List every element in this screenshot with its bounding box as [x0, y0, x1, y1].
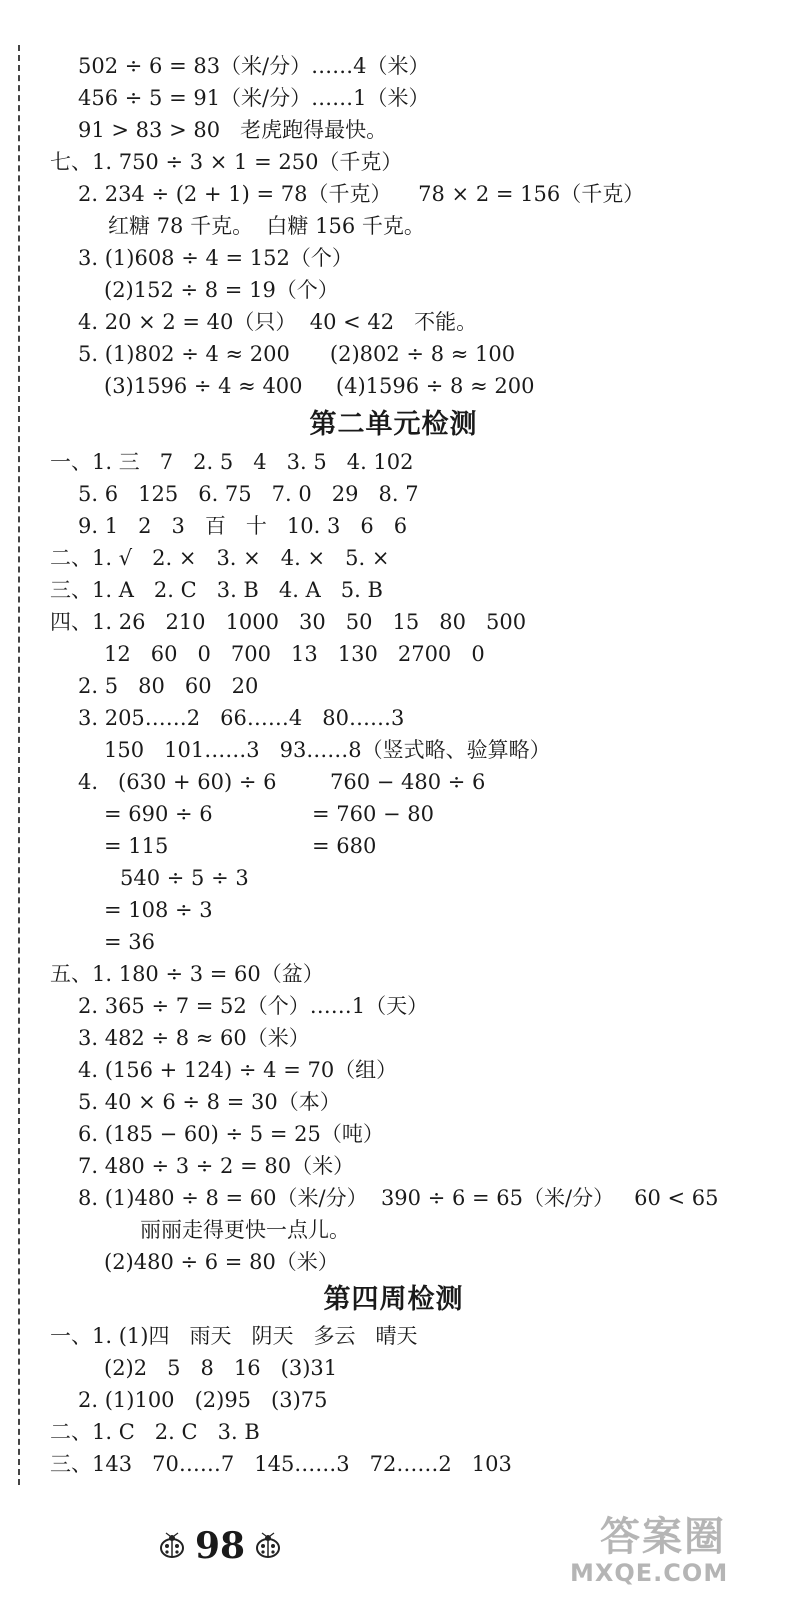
answer-line: 三、1. A 2. C 3. B 4. A 5. B — [50, 578, 383, 602]
watermark-site: MXQE.COM — [570, 1559, 729, 1587]
answer-line: (3)1596 ÷ 4 ≈ 400 (4)1596 ÷ 8 ≈ 200 — [104, 374, 535, 398]
answer-line: 5. 40 × 6 ÷ 8 = 30（本） — [78, 1090, 341, 1114]
answer-line: (2)2 5 8 16 (3)31 — [104, 1356, 338, 1380]
page-number: 98 — [194, 1525, 246, 1567]
answer-line: 四、1. 26 210 1000 30 50 15 80 500 — [50, 610, 527, 634]
answer-line: 一、1. (1)四 雨天 阴天 多云 晴天 — [50, 1324, 418, 1348]
answer-line: 五、1. 180 ÷ 3 = 60（盆） — [50, 962, 324, 986]
watermark — [540, 1505, 780, 1595]
answer-line: = 680 — [312, 834, 377, 858]
ladybug-icon — [157, 1532, 187, 1560]
answer-line: 540 ÷ 5 ÷ 3 — [120, 866, 249, 890]
answer-line: 3. (1)608 ÷ 4 = 152（个） — [78, 246, 353, 270]
binding-margin-line — [18, 45, 20, 1485]
ladybug-icon — [253, 1532, 283, 1560]
answer-line: = 690 ÷ 6 — [104, 802, 213, 826]
answer-line: 7. 480 ÷ 3 ÷ 2 = 80（米） — [78, 1154, 355, 1178]
answer-line: 二、1. √ 2. × 3. × 4. × 5. × — [50, 546, 390, 570]
answer-line: 3. 482 ÷ 8 ≈ 60（米） — [78, 1026, 310, 1050]
section-heading: 第四周检测 — [323, 1284, 464, 1315]
answer-line: (2)480 ÷ 6 = 80（米） — [104, 1250, 339, 1274]
answer-line: = 760 − 80 — [312, 802, 435, 826]
answer-line: 4. (156 + 124) ÷ 4 = 70（组） — [78, 1058, 398, 1082]
answer-line: 150 101……3 93……8（竖式略、验算略） — [104, 738, 551, 762]
answer-line: = 115 — [104, 834, 169, 858]
answer-line: 3. 205……2 66……4 80……3 — [78, 706, 405, 730]
answer-line: 一、1. 三 7 2. 5 4 3. 5 4. 102 — [50, 450, 414, 474]
answer-line: (2)152 ÷ 8 = 19（个） — [104, 278, 339, 302]
answer-line: 2. 5 80 60 20 — [78, 674, 259, 698]
answer-line: 9. 1 2 3 百 十 10. 3 6 6 — [78, 514, 408, 538]
answer-line: 红糖 78 千克。 白糖 156 千克。 — [108, 214, 425, 238]
answer-line: = 36 — [104, 930, 155, 954]
answer-line: 4. 20 × 2 = 40（只） 40 < 42 不能。 — [78, 310, 478, 334]
answer-line: 2. (1)100 (2)95 (3)75 — [78, 1388, 328, 1412]
answer-line: 91 > 83 > 80 老虎跑得最快。 — [78, 118, 388, 142]
answer-line: 七、1. 750 ÷ 3 × 1 = 250（千克） — [50, 150, 403, 174]
section-heading: 第二单元检测 — [309, 409, 478, 440]
answer-line: 2. 234 ÷ (2 + 1) = 78（千克） 78 × 2 = 156（千克） — [78, 182, 645, 206]
watermark-logo: 答案圈 — [600, 1514, 726, 1560]
answer-line: 12 60 0 700 13 130 2700 0 — [104, 642, 485, 666]
answer-line: 5. (1)802 ÷ 4 ≈ 200 (2)802 ÷ 8 ≈ 100 — [78, 342, 516, 366]
page-footer — [140, 1520, 300, 1572]
answer-line: 丽丽走得更快一点儿。 — [140, 1218, 350, 1242]
answer-line: 4. (630 + 60) ÷ 6 — [78, 770, 277, 794]
answer-line: 760 − 480 ÷ 6 — [330, 770, 486, 794]
answer-line: 三、143 70……7 145……3 72……2 103 — [50, 1452, 512, 1476]
answer-line: = 108 ÷ 3 — [104, 898, 213, 922]
answer-line: 6. (185 − 60) ÷ 5 = 25（吨） — [78, 1122, 384, 1146]
answer-line: 456 ÷ 5 = 91（米/分）……1（米） — [78, 86, 430, 110]
answer-line: 8. (1)480 ÷ 8 = 60（米/分） 390 ÷ 6 = 65（米/分） 60 < 65 — [78, 1186, 719, 1210]
answer-line: 5. 6 125 6. 75 7. 0 29 8. 7 — [78, 482, 419, 506]
answer-line: 二、1. C 2. C 3. B — [50, 1420, 260, 1444]
answer-line: 502 ÷ 6 = 83（米/分）……4（米） — [78, 54, 430, 78]
answer-line: 2. 365 ÷ 7 = 52（个）……1（天） — [78, 994, 429, 1018]
